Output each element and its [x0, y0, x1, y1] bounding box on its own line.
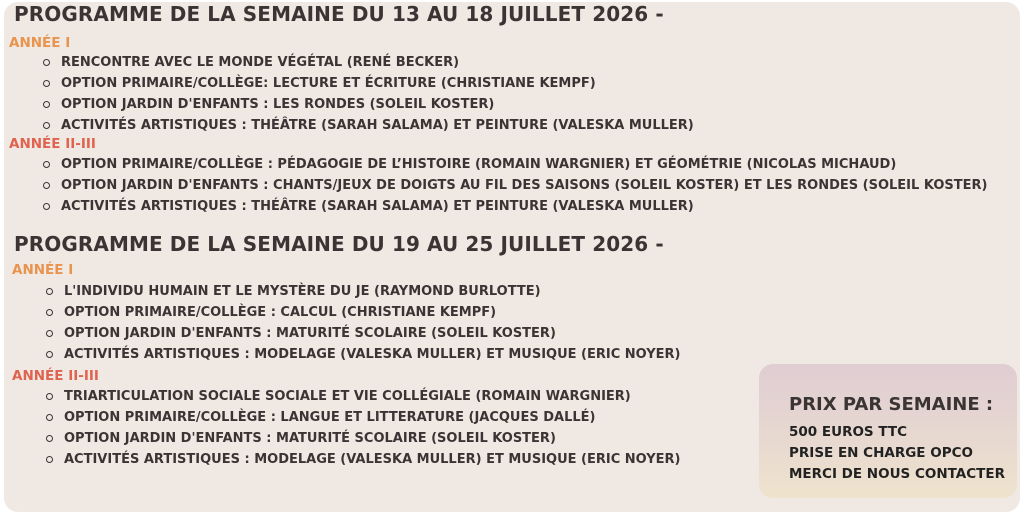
list-item: ACTIVITÉS ARTISTIQUES : MODELAGE (VALESKA MULLER) ET MUSIQUE (ERIC NOYER): [45, 449, 681, 470]
week2-year2-list: [45, 386, 681, 470]
list-item: OPTION JARDIN D'ENFANTS : MATURITÉ SCOLAIRE (SOLEIL KOSTER): [45, 323, 681, 344]
week2-year1-label: ANNÉE I: [12, 262, 74, 278]
week1-year2-list: [42, 154, 987, 217]
list-item: L'INDIVIDU HUMAIN ET LE MYSTÈRE DU JE (RAYMOND BURLOTTE): [45, 281, 681, 302]
week1-year1-list: [42, 52, 694, 136]
list-item: ACTIVITÉS ARTISTIQUES : THÉÂTRE (SARAH SALAMA) ET PEINTURE (VALESKA MULLER): [42, 196, 987, 217]
week1-year1-label: ANNÉE I: [9, 35, 71, 51]
list-item: ACTIVITÉS ARTISTIQUES : MODELAGE (VALESKA MULLER) ET MUSIQUE (ERIC NOYER): [45, 344, 681, 365]
week2-year2-label: ANNÉE II-III: [12, 368, 99, 384]
price-title: PRIX PAR SEMAINE :: [789, 394, 994, 415]
week2-title: PROGRAMME DE LA SEMAINE DU 19 AU 25 JUILLET 2026 -: [14, 232, 664, 256]
list-item: OPTION JARDIN D'ENFANTS : LES RONDES (SOLEIL KOSTER): [42, 94, 694, 115]
list-item: OPTION PRIMAIRE/COLLÈGE : CALCUL (CHRISTIANE KEMPF): [45, 302, 681, 323]
price-box: [759, 364, 1017, 498]
week2-year1-list: [45, 281, 681, 365]
list-item: ACTIVITÉS ARTISTIQUES : THÉÂTRE (SARAH SALAMA) ET PEINTURE (VALESKA MULLER): [42, 115, 694, 136]
list-item: OPTION PRIMAIRE/COLLÈGE : PÉDAGOGIE DE L’HISTOIRE (ROMAIN WARGNIER) ET GÉOMÉTRIE (NICOLAS MICHAUD): [42, 154, 987, 175]
list-item: TRIARTICULATION SOCIALE SOCIALE ET VIE COLLÉGIALE (ROMAIN WARGNIER): [45, 386, 681, 407]
price-contact: MERCI DE NOUS CONTACTER: [789, 466, 1005, 482]
list-item: OPTION PRIMAIRE/COLLÈGE: LECTURE ET ÉCRITURE (CHRISTIANE KEMPF): [42, 73, 694, 94]
week1-title: PROGRAMME DE LA SEMAINE DU 13 AU 18 JUILLET 2026 -: [14, 2, 664, 26]
week1-year2-label: ANNÉE II-III: [9, 136, 96, 152]
price-opco: PRISE EN CHARGE OPCO: [789, 445, 973, 461]
price-amount: 500 EUROS TTC: [789, 424, 907, 440]
list-item: OPTION PRIMAIRE/COLLÈGE : LANGUE ET LITTERATURE (JACQUES DALLÉ): [45, 407, 681, 428]
list-item: OPTION JARDIN D'ENFANTS : MATURITÉ SCOLAIRE (SOLEIL KOSTER): [45, 428, 681, 449]
list-item: RENCONTRE AVEC LE MONDE VÉGÉTAL (RENÉ BECKER): [42, 52, 694, 73]
list-item: OPTION JARDIN D'ENFANTS : CHANTS/JEUX DE DOIGTS AU FIL DES SAISONS (SOLEIL KOSTER) ET LES RONDES (SOLEIL KOSTER): [42, 175, 987, 196]
